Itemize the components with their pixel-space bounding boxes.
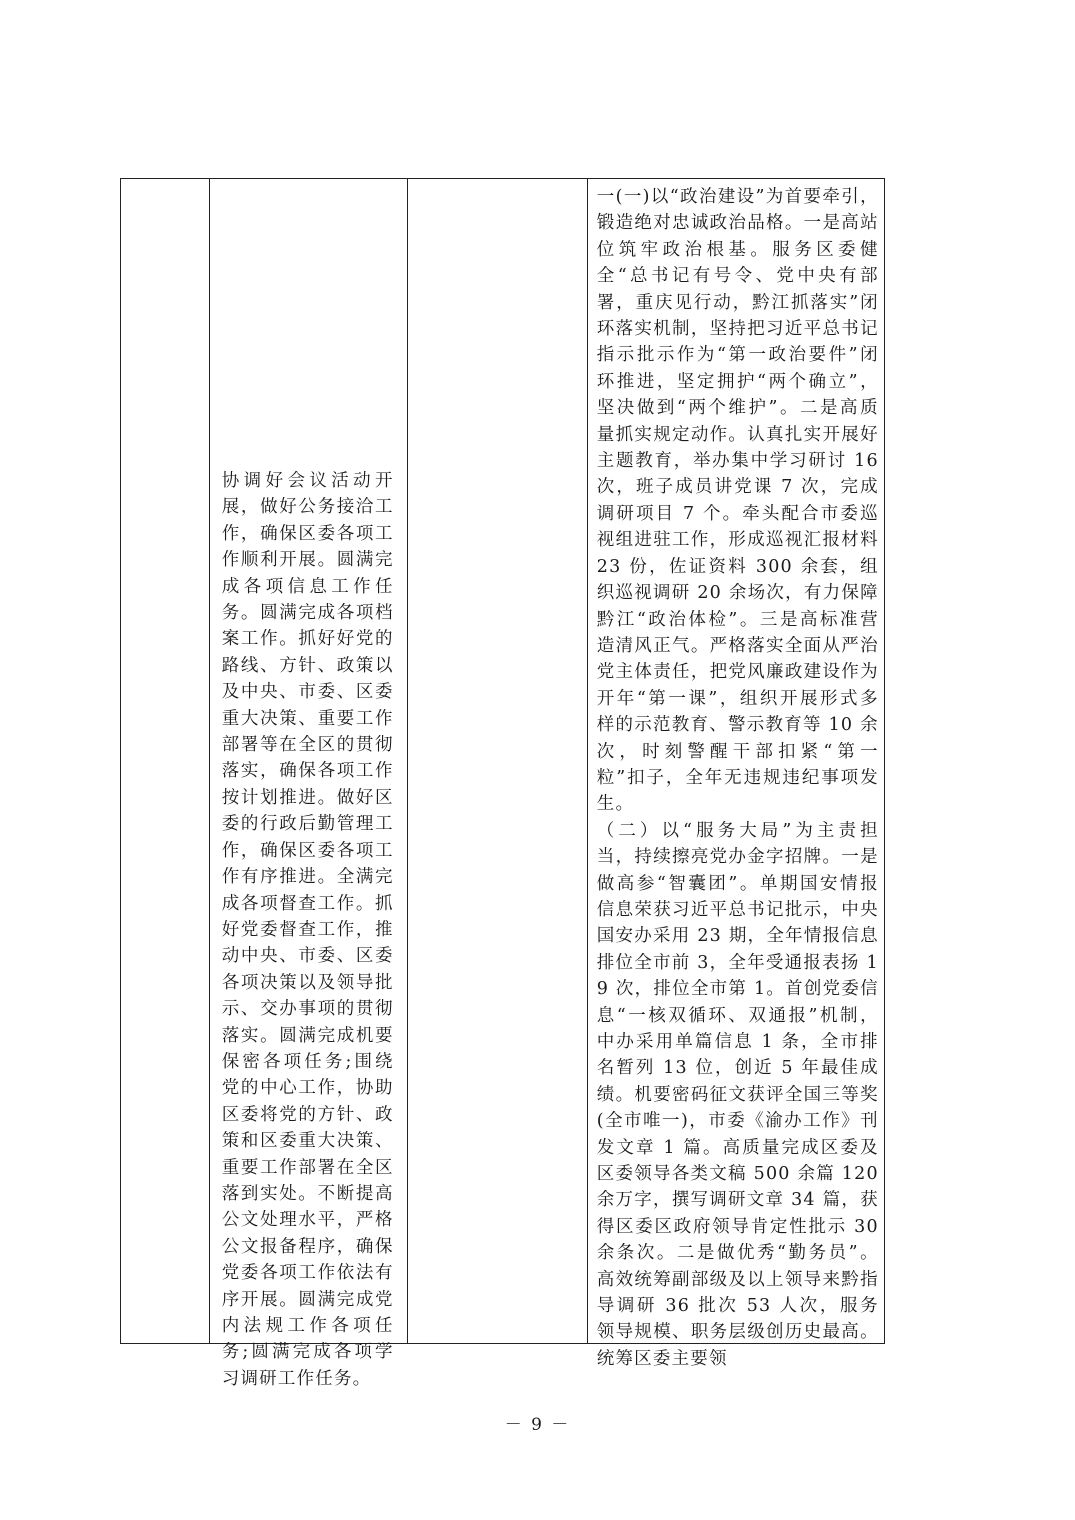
table-column-1 <box>121 179 210 1343</box>
table-column-3 <box>408 179 588 1343</box>
summary-paragraph-2: （二）以“服务大局”为主责担当，持续擦亮党办金字招牌。一是做高参“智囊团”。单期国安情报信息荣获习近平总书记批示，中央国安办采用 23 期，全年情报信息排位全市前 3，全年受通报表扬 19 次，排位全市第 1。首创党委信息“一核双循环、双通报”机制，中办采用单篇信息 1 条，全市排名暂列 13 位，创近 5 年最佳成绩。机要密码征文获评全国三等奖(全市唯一)，市委《渝办工作》刊发文章 1 篇。高质量完成区委及区委领导各类文稿 500 余篇 120 余万字，撰写调研文章 34 篇，获得区委区政府领导肯定性批示 30 余条次。二是做优秀“勤务员”。高效统筹副部级及以上领导来黔指导调研 36 批次 53 人次，服务领导规模、职务层级创历史最高。统筹区委主要领 <box>596 820 879 1369</box>
summary-paragraph-1: 一(一)以“政治建设”为首要牵引，锻造绝对忠诚政治品格。一是高站位筑牢政治根基。服务区委健全“总书记有号令、党中央有部署，重庆见行动，黔江抓落实”闭环落实机制，坚持把习近平总书记指示批示作为“第一政治要件”闭环推进，坚定拥护“两个确立”，坚决做到“两个维护”。二是高质量抓实规定动作。认真扎实开展好主题教育，举办集中学习研讨 16 次，班子成员讲党课 7 次，完成调研项目 7 个。牵头配合市委巡视组进驻工作，形成巡视汇报材料 23 份，佐证资料 300 余套，组织巡视调研 20 余场次，有力保障黔江“政治体检”。三是高标准营造清风正气。严格落实全面从严治党主体责任，把党风廉政建设作为开年“第一课”，组织开展形式多样的示范教育、警示教育等 10 余次，时刻警醒干部扣紧“第一粒”扣子，全年无违规违纪事项发生。 <box>596 187 879 815</box>
work-summary-text <box>596 184 879 1369</box>
document-table <box>120 178 885 1389</box>
page-number: － 9 － <box>504 1415 571 1435</box>
table-column-2 <box>210 179 408 1389</box>
duties-text: 协调好会议活动开展，做好公务接洽工作，确保区委各项工作顺利开展。圆满完成各项信息工作任务。圆满完成各项档案工作。抓好好党的路线、方针、政策以及中央、市委、区委重大决策、重要工作部署等在全区的贯彻落实，确保各项工作按计划推进。做好区委的行政后勤管理工作，确保区委各项工作有序推进。全满完成各项督查工作。抓好党委督查工作，推动中央、市委、区委各项决策以及领导批示、交办事项的贯彻落实。圆满完成机要保密各项任务;围绕党的中心工作，协助区委将党的方针、政策和区委重大决策、重要工作部署在全区落到实处。不断提高公文处理水平，严格公文报备程序，确保党委各项工作依法有序开展。圆满完成党内法规工作各项任务;圆满完成各项学习调研工作任务。 <box>221 471 394 1389</box>
table-column-4 <box>588 179 884 1369</box>
